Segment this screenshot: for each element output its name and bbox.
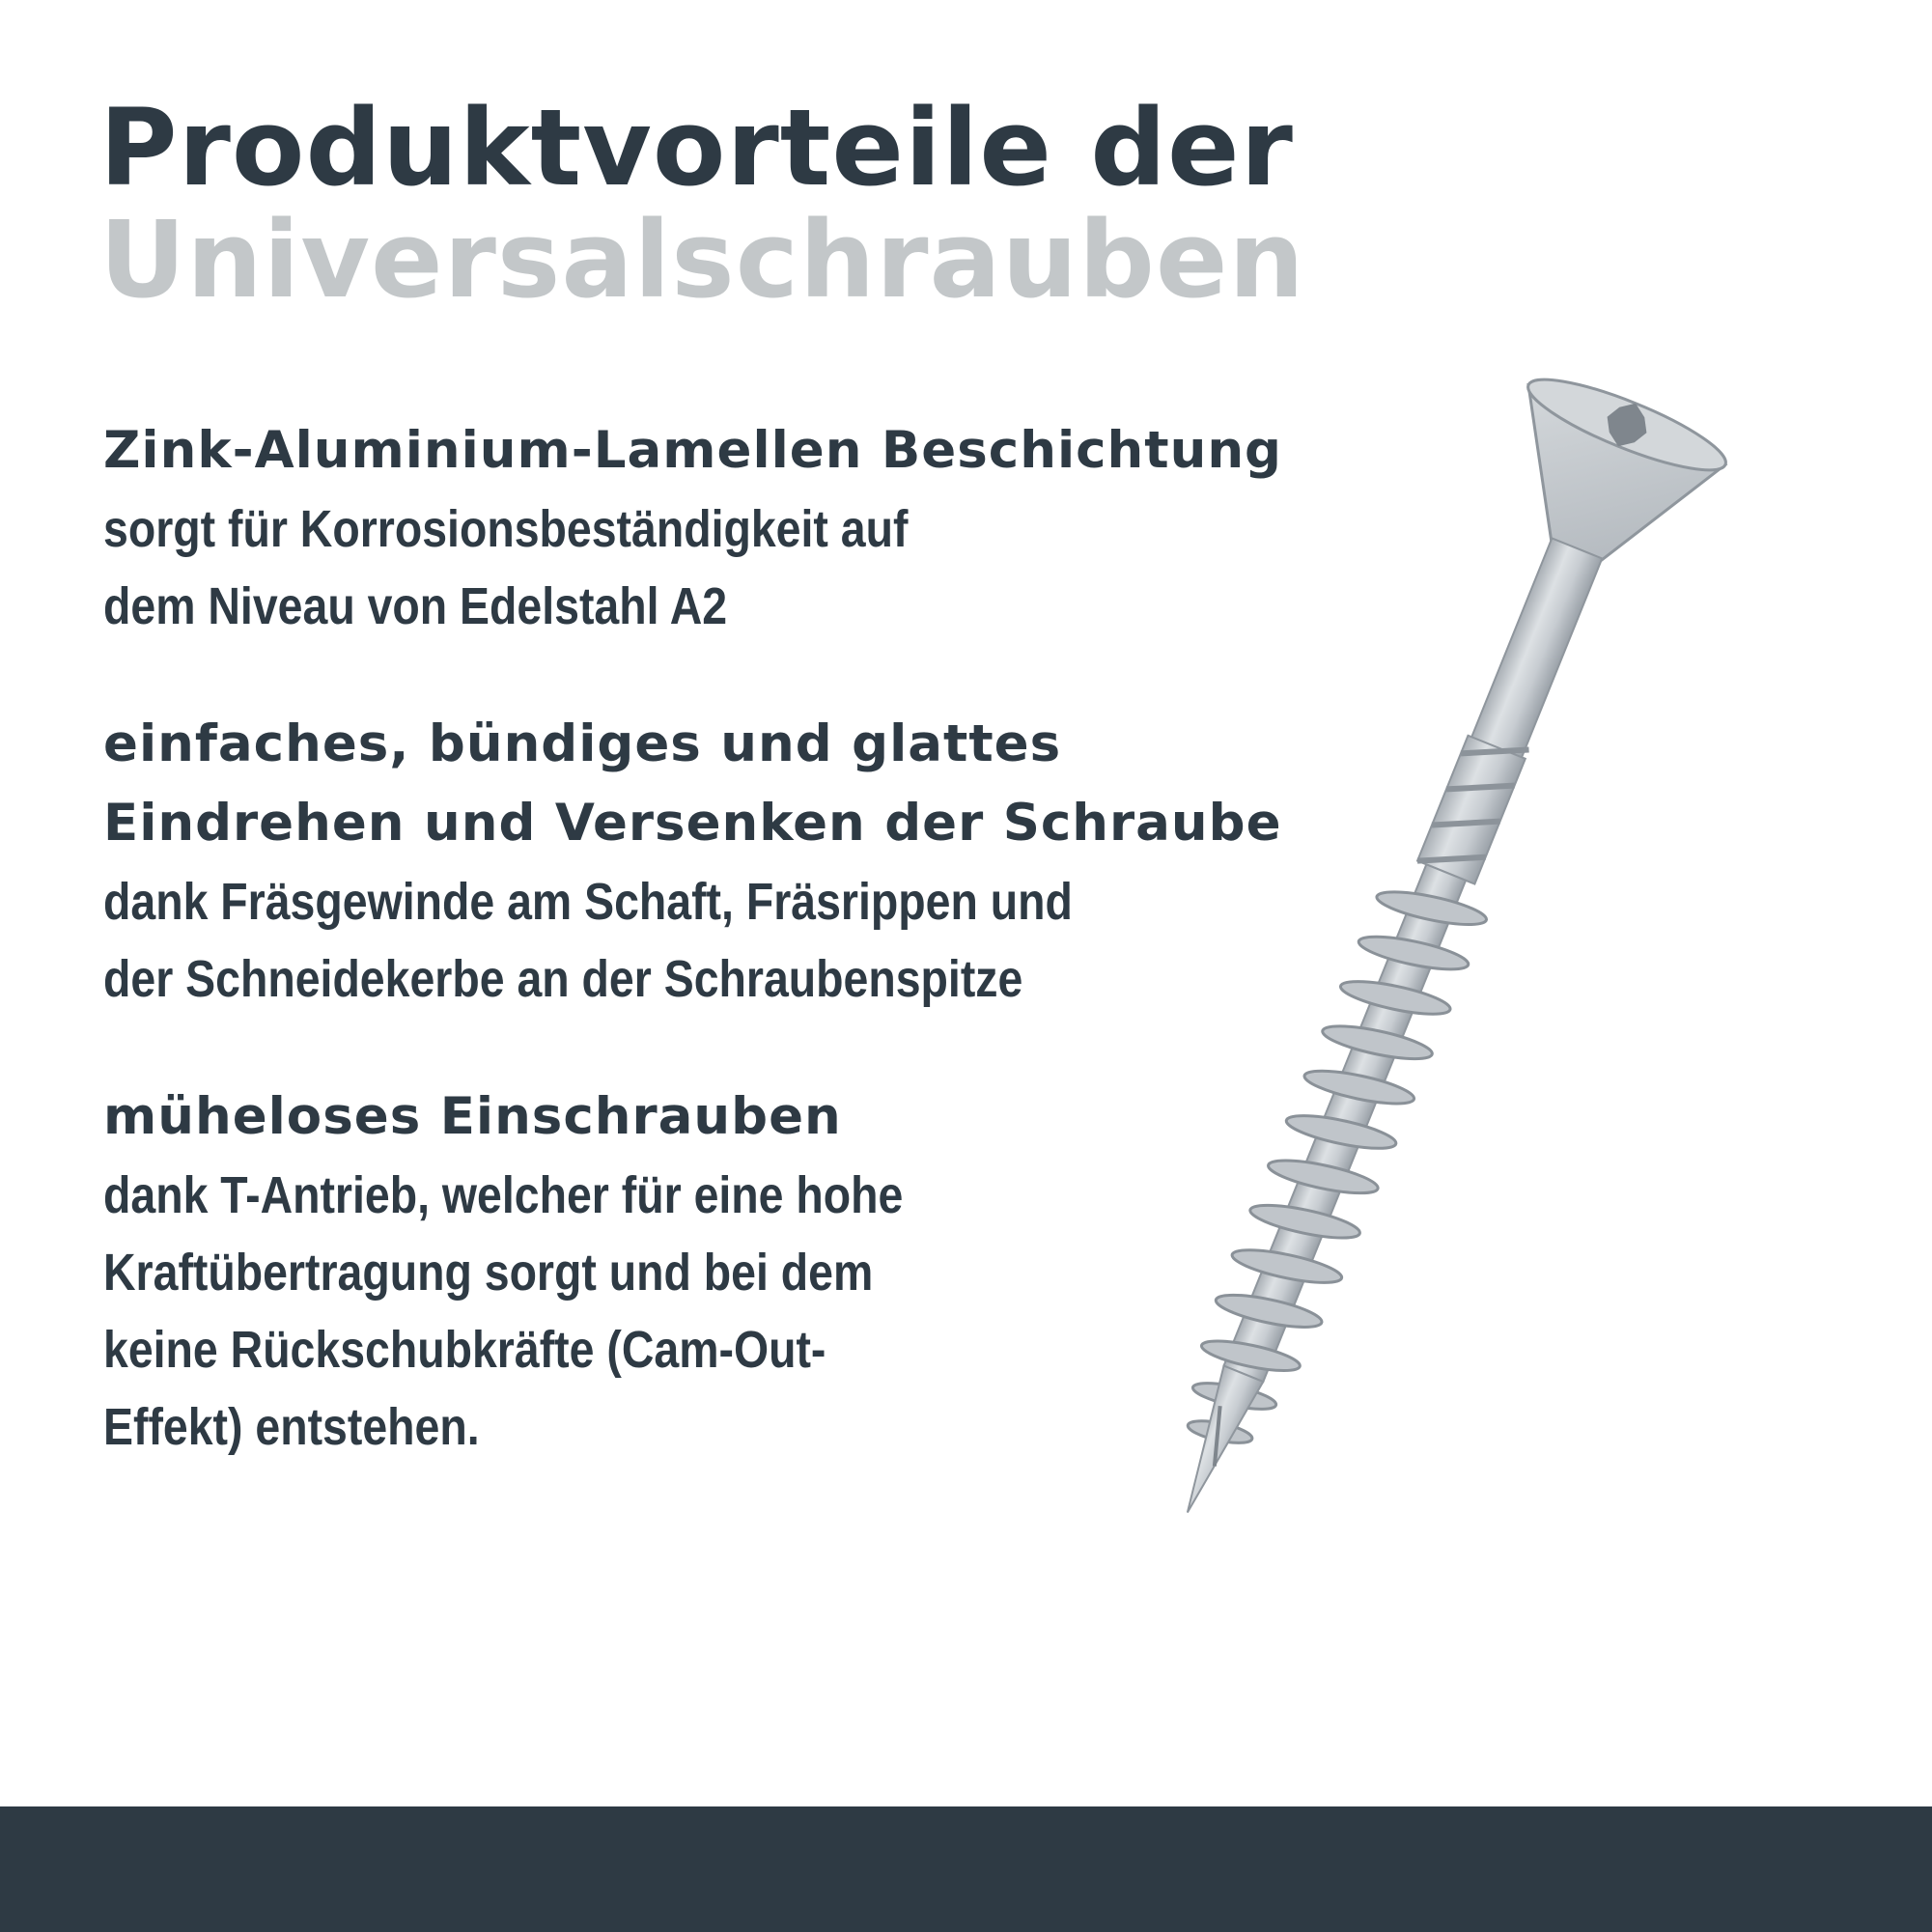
feature-text: dank Fräsgewinde am Schaft, Fräsrippen und: [103, 873, 1073, 931]
feature-text: der Schneidekerbe an der Schraubenspitze: [103, 950, 1023, 1008]
title-line-2: Universalschrauben: [99, 198, 1305, 322]
feature-text: keine Rückschubkräfte (Cam-Out-: [103, 1321, 826, 1379]
title-line-1: Produktvorteile der: [99, 86, 1294, 210]
feature-text: sorgt für Korrosionsbeständigkeit auf: [103, 500, 909, 558]
feature-text: dank T-Antrieb, welcher für eine hohe: [103, 1166, 904, 1224]
feature-heading: Eindrehen und Versenken der Schraube: [103, 794, 1282, 853]
feature-text: dem Niveau von Edelstahl A2: [103, 577, 728, 635]
footer-bar: [0, 1806, 1932, 1932]
screw-image: [1139, 348, 1931, 1738]
feature-heading: müheloses Einschrauben: [103, 1087, 842, 1146]
page-title: [99, 86, 1305, 322]
feature-heading: einfaches, bündiges und glattes: [103, 714, 1062, 773]
feature-text: Effekt) entstehen.: [103, 1398, 480, 1456]
feature-heading: Zink-Aluminium-Lamellen Beschichtung: [103, 421, 1282, 480]
feature-text: Kraftübertragung sorgt und bei dem: [103, 1244, 874, 1302]
